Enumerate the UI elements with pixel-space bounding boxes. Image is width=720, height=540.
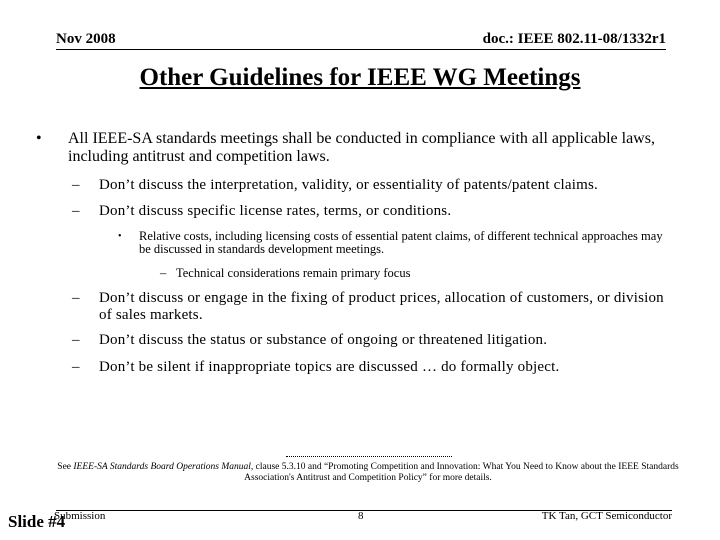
sub-point-text: Don’t discuss the interpretation, validity, or essentiality of patents/patent claims. xyxy=(99,177,598,193)
main-bullet xyxy=(36,130,656,166)
footer-submission: Submission xyxy=(54,510,106,522)
slide-number: Slide #4 xyxy=(8,512,66,531)
nested-bullet-text: Relative costs, including licensing costs of essential patent claims, of different technical approaches may be discussed in standards development meetings. xyxy=(139,229,663,256)
bullet-icon: • xyxy=(118,231,122,242)
bullet-icon: • xyxy=(36,130,42,147)
footnote xyxy=(56,462,680,484)
dash-icon: – xyxy=(72,203,80,219)
dash-icon: – xyxy=(160,266,167,280)
dash-icon: – xyxy=(72,359,80,375)
slide-title: Other Guidelines for IEEE WG Meetings xyxy=(139,64,581,91)
header-date: Nov 2008 xyxy=(56,31,116,47)
sub-point-5 xyxy=(72,359,672,376)
sub-point-text: Don’t discuss the status or substance of ongoing or threatened litigation. xyxy=(99,332,548,348)
footnote-prefix: See xyxy=(57,462,74,472)
footer-presenter: TK Tan, GCT Semiconductor xyxy=(541,510,672,522)
nested-sub-point-text: Technical considerations remain primary focus xyxy=(176,266,411,280)
main-bullet-text: All IEEE-SA standards meetings shall be conducted in compliance with all applicable laws, including antitrust and competition laws. xyxy=(68,130,655,165)
footnote-separator xyxy=(286,456,452,457)
sub-point-4 xyxy=(72,332,672,349)
sub-point-text: Don’t discuss or engage in the fixing of product prices, allocation of customers, or division of sales markets. xyxy=(99,290,664,323)
sub-point-2 xyxy=(72,203,672,220)
sub-point-text: Don’t be silent if inappropriate topics are discussed … do formally object. xyxy=(99,359,560,375)
dash-icon: – xyxy=(72,332,80,348)
header-rule xyxy=(56,49,666,50)
footnote-manual-title: IEEE-SA Standards Board Operations Manual xyxy=(73,462,251,472)
nested-bullet xyxy=(118,230,668,256)
sub-point-text: Don’t discuss specific license rates, terms, or conditions. xyxy=(99,203,452,219)
dash-icon: – xyxy=(72,177,80,193)
footer-page-number: 8 xyxy=(358,510,364,522)
sub-point-3 xyxy=(72,290,672,324)
sub-point-1 xyxy=(72,177,672,194)
footnote-rest: , clause 5.3.10 and “Promoting Competition and Innovation: What You Need to Know about the IEEE Standards Association's Antitrust and Competition Policy” for more details. xyxy=(244,462,679,483)
nested-sub-point xyxy=(160,266,560,280)
dash-icon: – xyxy=(72,290,80,306)
header-doc-id: doc.: IEEE 802.11-08/1332r1 xyxy=(482,31,666,47)
